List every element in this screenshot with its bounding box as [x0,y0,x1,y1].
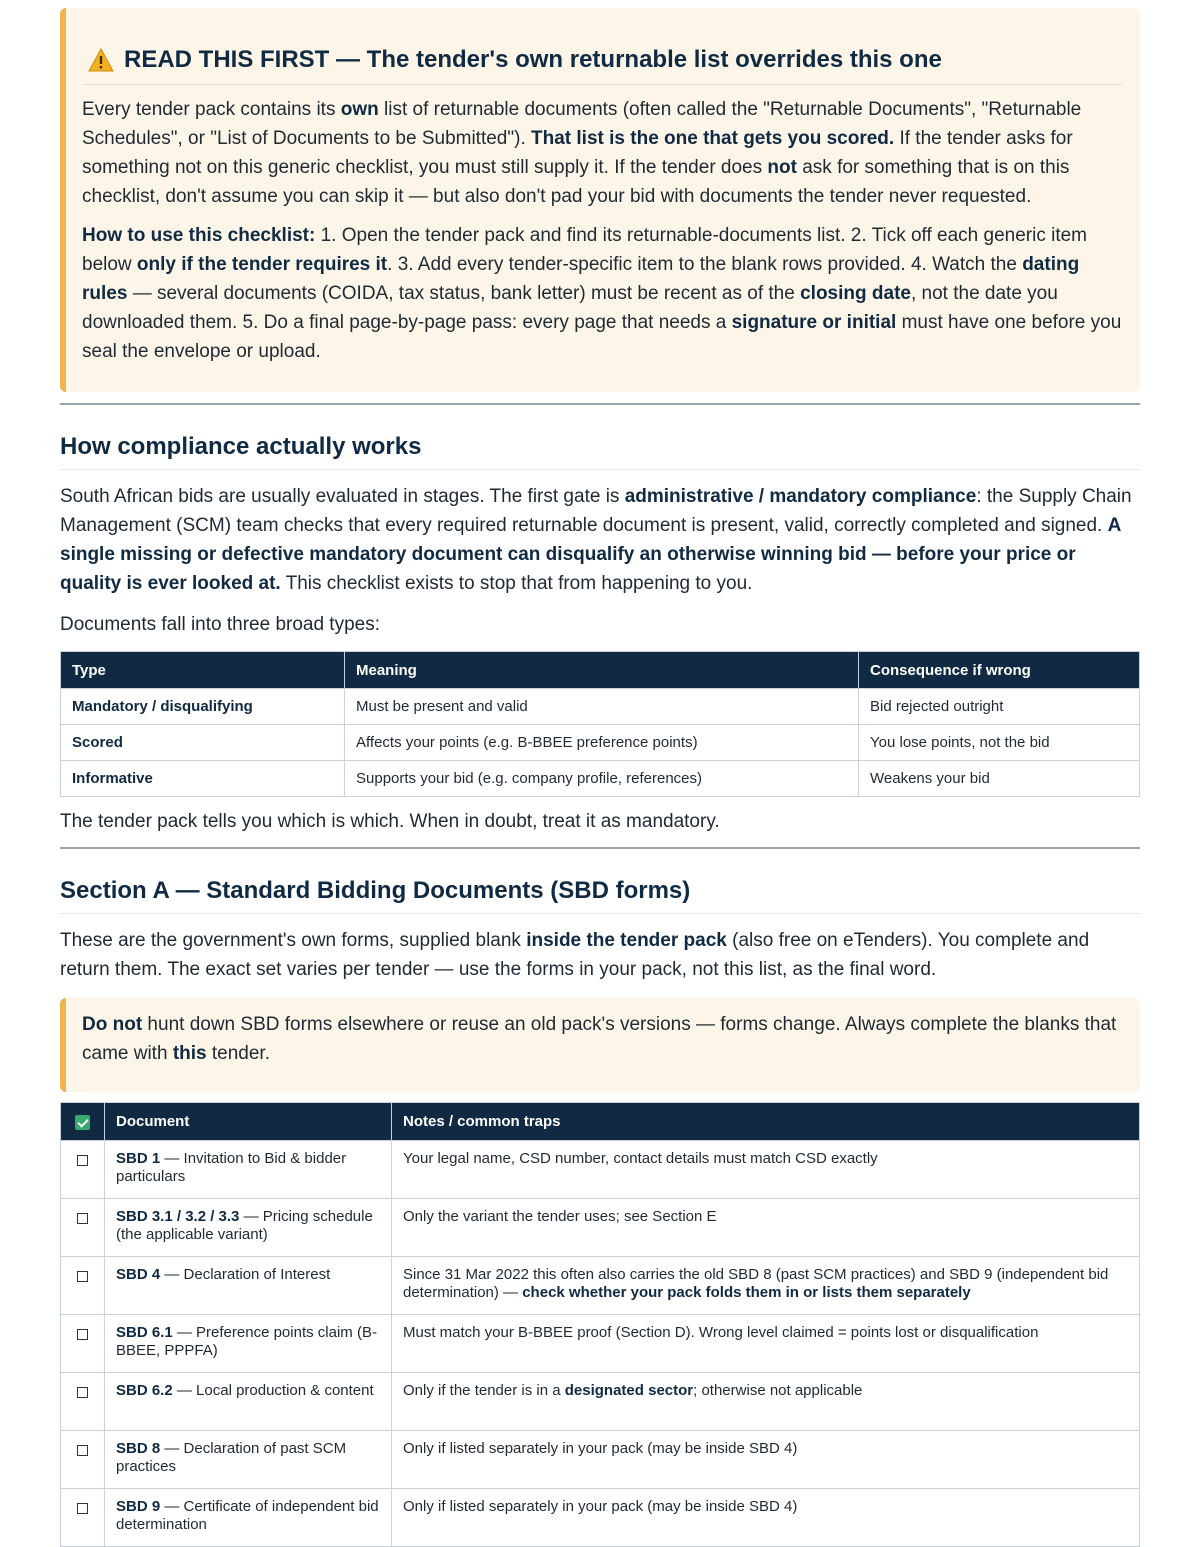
sbd-note-callout [60,998,1140,1092]
callout-paragraph-2: How to use this checklist: 1. Open the tender pack and find its returnable-documents list. 2. Tick off each generic item below only if the tender requires it. 3. Add every tender-specific item to the blank rows provided. 4. Watch the dating rules — several documents (COIDA, tax status, bank letter) must be recent as of the closing date, not the date you downloaded them. 5. Do a final page-by-page pass: every page that needs a signature or initial must have one before you seal the envelope or upload. [82,225,1122,362]
checkbox-cell[interactable] [61,1373,105,1431]
notes-cell: Only if listed separately in your pack (may be inside SBD 4) [392,1431,1140,1489]
document-cell: SBD 9 — Certificate of independent bid determination [105,1489,392,1547]
notes-cell: Only the variant the tender uses; see Section E [392,1199,1140,1257]
callout-title [82,34,1122,85]
checkbox-cell[interactable] [61,1141,105,1199]
table-row [61,1199,1140,1257]
compliance-paragraph-2: Documents fall into three broad types: [60,614,381,635]
table-row [61,725,1140,761]
checkbox-cell[interactable] [61,1431,105,1489]
checked-header [61,1103,105,1141]
table-row [61,1489,1140,1547]
notes-header: Notes / common traps [392,1103,1140,1141]
checkbox-cell[interactable] [61,1257,105,1315]
checkbox[interactable] [77,1213,88,1224]
meaning-cell: Affects your points (e.g. B-BBEE preference points) [345,725,859,761]
compliance-paragraph-1: South African bids are usually evaluated in stages. The first gate is administrative / mandatory compliance: the Supply Chain Management (SCM) team checks that every required returnable document is present, valid, correctly completed and signed. A single missing or defective mandatory document can disqualify an otherwise winning bid — before your price or quality is ever looked at. This checklist exists to stop that from happening to you. [60,486,1132,594]
document-cell: SBD 3.1 / 3.2 / 3.3 — Pricing schedule (the applicable variant) [105,1199,392,1257]
table-row [61,1257,1140,1315]
table-row [61,1373,1140,1431]
sbd-note-text: Do not hunt down SBD forms elsewhere or reuse an old pack's versions — forms change. Always complete the blanks that came with this tender. [82,1014,1117,1064]
table-row [61,689,1140,725]
warning-icon [88,48,114,72]
document-cell: SBD 8 — Declaration of past SCM practices [105,1431,392,1489]
type-cell: Mandatory / disqualifying [61,689,345,725]
document-cell: SBD 4 — Declaration of Interest [105,1257,392,1315]
checkbox[interactable] [77,1329,88,1340]
checkbox[interactable] [77,1387,88,1398]
notes-cell: Since 31 Mar 2022 this often also carries the old SBD 8 (past SCM practices) and SBD 9 (independent bid determination) — check whether your pack folds them in or lists them separately [392,1257,1140,1315]
table-row [61,1141,1140,1199]
type-cell: Informative [61,761,345,797]
table-row [61,1431,1140,1489]
notes-cell: Your legal name, CSD number, contact details must match CSD exactly [392,1141,1140,1199]
notes-cell: Only if the tender is in a designated sector; otherwise not applicable [392,1373,1140,1431]
meaning-cell: Supports your bid (e.g. company profile, references) [345,761,859,797]
table-row [61,1315,1140,1373]
check-mark-icon [75,1115,90,1130]
compliance-heading: How compliance actually works [60,405,1140,470]
section-a-heading: Section A — Standard Bidding Documents (SBD forms) [60,849,1140,914]
types-header-meaning: Meaning [345,652,859,689]
consequence-cell: Weakens your bid [859,761,1140,797]
consequence-cell: Bid rejected outright [859,689,1140,725]
meaning-cell: Must be present and valid [345,689,859,725]
type-cell: Scored [61,725,345,761]
table-row [61,761,1140,797]
consequence-cell: You lose points, not the bid [859,725,1140,761]
checkbox-cell[interactable] [61,1315,105,1373]
checkbox[interactable] [77,1271,88,1282]
callout-title-text: READ THIS FIRST — The tender's own returnable list overrides this one [124,46,942,73]
notes-cell: Must match your B-BBEE proof (Section D). Wrong level claimed = points lost or disqualification [392,1315,1140,1373]
section-a-paragraph: These are the government's own forms, supplied blank inside the tender pack (also free on eTenders). You complete and return them. The exact set varies per tender — use the forms in your pack, not this list, as the final word. [60,930,1090,980]
document-cell: SBD 6.1 — Preference points claim (B-BBEE, PPPFA) [105,1315,392,1373]
checkbox[interactable] [77,1503,88,1514]
types-header-type: Type [61,652,345,689]
read-first-callout [60,8,1140,392]
checkbox-cell[interactable] [61,1199,105,1257]
callout-paragraph-1: Every tender pack contains its own list of returnable documents (often called the "Returnable Documents", "Returnable Schedules", or "List of Documents to be Submitted"). That list is the one that gets you scored. If the tender asks for something not on this generic checklist, you must still supply it. If the tender does not ask for something that is on this checklist, don't assume you can skip it — but also don't pad your bid with documents the tender never requested. [82,99,1082,207]
document-types-table [60,651,1140,797]
types-header-consequence: Consequence if wrong [859,652,1140,689]
compliance-paragraph-3: The tender pack tells you which is which. When in doubt, treat it as mandatory. [60,811,720,832]
document-header: Document [105,1103,392,1141]
notes-cell: Only if listed separately in your pack (may be inside SBD 4) [392,1489,1140,1547]
document-cell: SBD 1 — Invitation to Bid & bidder particulars [105,1141,392,1199]
checkbox-cell[interactable] [61,1489,105,1547]
sbd-checklist-table [60,1102,1140,1547]
document-cell: SBD 6.2 — Local production & content [105,1373,392,1431]
checkbox[interactable] [77,1445,88,1456]
checkbox[interactable] [77,1155,88,1166]
